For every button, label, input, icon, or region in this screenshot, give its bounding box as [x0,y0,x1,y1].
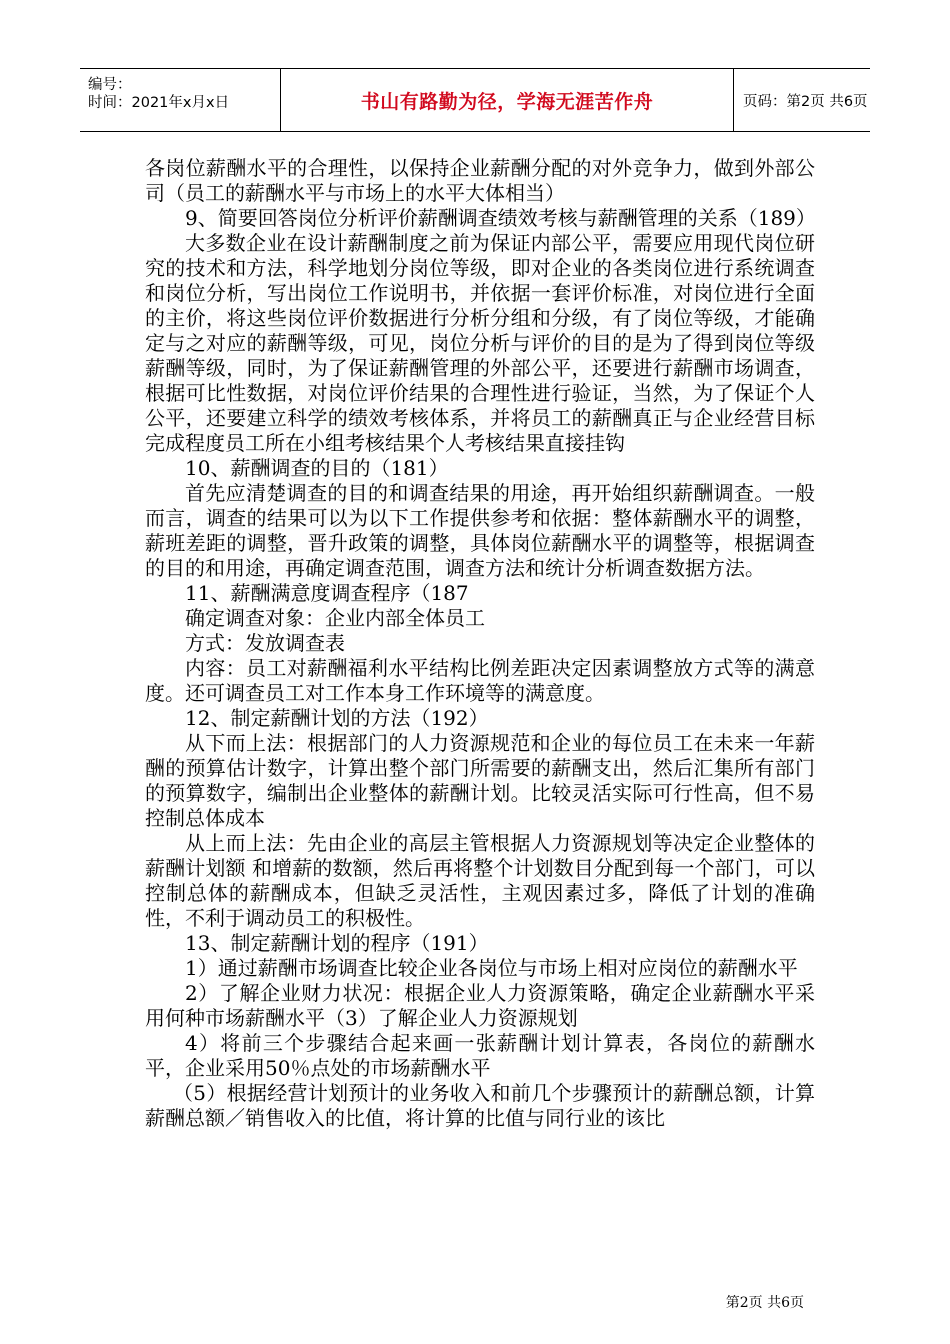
body-text [145,156,815,1131]
paragraph: 内容：员工对薪酬福利水平结构比例差距决定因素调整放方式等的满意度。还可调查员工对工作本身工作环境等的满意度。 [145,656,815,705]
section-heading: 13、制定薪酬计划的程序（191） [185,931,489,955]
time-label: 时间：2021年x月x日 [88,95,230,111]
page-header [80,68,870,132]
paragraph: 从上而上法：先由企业的高层主管根据人力资源规划等决定企业整体的薪酬计划额 和增薪的数额，然后再将整个计划数目分配到每一个部门，可以控制总体的薪酬成本，但缺乏灵活性，主观因素过多，降低了计划的准确性，不利于调动员工的积极性。 [145,831,815,930]
paragraph: （5）根据经营计划预计的业务收入和前几个步骤预计的薪酬总额，计算薪酬总额／销售收入的比值，将计算的比值与同行业的该比 [145,1081,815,1130]
paragraph: 各岗位薪酬水平的合理性，以保持企业薪酬分配的对外竞争力，做到外部公司（员工的薪酬水平与市场上的水平大体相当） [145,156,815,205]
paragraph: 2）了解企业财力状况：根据企业人力资源策略，确定企业薪酬水平采用何种市场薪酬水平（3）了解企业人力资源规划 [145,981,815,1030]
paragraph: 首先应清楚调查的目的和调查结果的用途，再开始组织薪酬调查。一般而言，调查的结果可以为以下工作提供参考和依据：整体薪酬水平的调整，薪班差距的调整，晋升政策的调整，具体岗位薪酬水平的调整等，根据调查的目的和用途，再确定调查范围，调查方法和统计分析调查数据方法。 [145,481,815,580]
section-heading: 10、薪酬调查的目的（181） [185,456,449,480]
section-heading: 12、制定薪酬计划的方法（192） [185,706,489,730]
header-motto-cell [280,69,734,131]
paragraph: 从下而上法：根据部门的人力资源规范和企业的每位员工在未来一年薪酬的预算估计数字，计算出整个部门所需要的薪酬支出，然后汇集所有部门的预算数字，编制出企业整体的薪酬计划。比较灵活实际可行性高，但不易控制总体成本 [145,731,815,830]
paragraph: 方式：发放调查表 [185,631,345,655]
header-page-info: 页码：第2页 共6页 [743,93,868,110]
header-page-cell [733,69,870,131]
paragraph: 1）通过薪酬市场调查比较企业各岗位与市场上相对应岗位的薪酬水平 [185,956,798,980]
motto-text: 书山有路勤为径，学海无涯苦作舟 [360,90,654,113]
footer-page-number: 第2页 共6页 [725,1295,804,1311]
paragraph: 4）将前三个步骤结合起来画一张薪酬计划计算表，各岗位的薪酬水平，企业采用50％点处的市场薪酬水平 [145,1031,815,1080]
number-label: 编号： [88,77,132,93]
section-heading: 11、薪酬满意度调查程序（187 [185,581,469,605]
paragraph: 确定调查对象：企业内部全体员工 [185,606,485,630]
section-heading: 9、简要回答岗位分析评价薪酬调查绩效考核与薪酬管理的关系（189） [185,206,816,230]
paragraph: 大多数企业在设计薪酬制度之前为保证内部公平，需要应用现代岗位研究的技术和方法，科学地划分岗位等级，即对企业的各类岗位进行系统调查和岗位分析，写出岗位工作说明书，并依据一套评价标准，对岗位进行全面的主价，将这些岗位评价数据进行分析分组和分级，有了岗位等级，才能确定与之对应的薪酬等级，可见，岗位分析与评价的目的是为了得到岗位等级薪酬等级，同时，为了保证薪酬管理的外部公平，还要进行薪酬市场调查，根据可比性数据，对岗位评价结果的合理性进行验证，当然，为了保证个人公平，还要建立科学的绩效考核体系，并将员工的薪酬真正与企业经营目标完成程度员工所在小组考核结果个人考核结果直接挂钩 [145,231,815,455]
header-meta-cell [80,69,280,131]
